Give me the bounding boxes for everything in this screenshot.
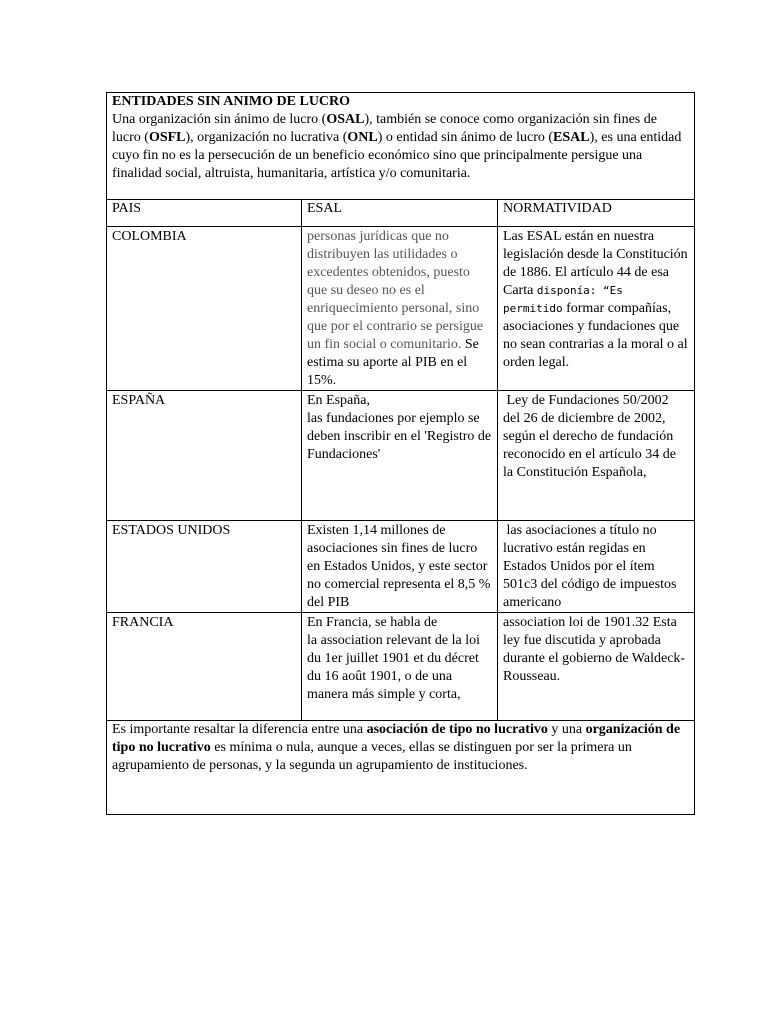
- norm-francia: association loi de 1901.32 Esta ley fue discutida y aprobada durante el gobierno de Waldeck-Rousseau.: [498, 613, 695, 721]
- header-row: [107, 200, 695, 227]
- table-row: [107, 391, 695, 521]
- norm-colombia-quote: disponía: “Es permitido: [503, 284, 623, 315]
- norm-espana: Ley de Fundaciones 50/2002 del 26 de diciembre de 2002, según el derecho de fundación reconocido en el artículo 34 de la Constitución Española,: [498, 391, 695, 521]
- country-espana: ESPAÑA: [107, 391, 302, 521]
- norm-colombia-a: Las ESAL están en nuestra legislación desde la Constitución de 1886. El artículo 44 de esa Carta: [503, 229, 688, 298]
- header-esal: ESAL: [302, 200, 498, 227]
- country-francia: FRANCIA: [107, 613, 302, 721]
- intro-cell: [107, 93, 695, 200]
- esal-estados-unidos: Existen 1,14 millones de asociaciones sin fines de lucro en Estados Unidos, y este sector no comercial representa el 8,5 % del PIB: [302, 521, 498, 613]
- esal-colombia-rest: Se estima su aporte al PIB en el 15%.: [307, 337, 479, 388]
- header-pais: PAIS: [107, 200, 302, 227]
- intro-text-1: Una organización sin ánimo de lucro (: [112, 112, 327, 127]
- table-row: [107, 227, 695, 391]
- intro-onl: ONL: [347, 130, 378, 145]
- document-title: ENTIDADES SIN ANIMO DE LUCRO: [112, 94, 351, 109]
- closing-text-3: es mínima o nula, aunque a veces, ellas se distinguen por ser la primera un agrupamiento de personas, y la segunda un agrupamiento de instituciones.: [112, 740, 632, 773]
- norm-estados-unidos: las asociaciones a título no lucrativo están regidas en Estados Unidos por el ítem 501c3 del código de impuestos americano: [498, 521, 695, 613]
- table-row: [107, 521, 695, 613]
- table-row: [107, 613, 695, 721]
- esal-colombia: [302, 227, 498, 391]
- country-estados-unidos: ESTADOS UNIDOS: [107, 521, 302, 613]
- esal-espana-line-1: En España,: [307, 393, 370, 408]
- intro-row: [107, 93, 695, 200]
- esal-espana: [302, 391, 498, 521]
- closing-row: [107, 721, 695, 815]
- intro-osal: OSAL: [326, 112, 365, 127]
- intro-text-4: ) o entidad sin ánimo de lucro (: [377, 130, 554, 145]
- document-table: [106, 92, 695, 815]
- header-normatividad: NORMATIVIDAD: [498, 200, 695, 227]
- closing-text-2: y una: [547, 722, 586, 737]
- country-colombia: COLOMBIA: [107, 227, 302, 391]
- intro-paragraph: [112, 111, 689, 183]
- norm-colombia: [498, 227, 695, 391]
- closing-cell: [107, 721, 695, 815]
- intro-text-2: ), también se conoce como organización sin fines de lucro (: [112, 112, 657, 145]
- closing-text-1: Es importante resaltar la diferencia entre una: [112, 722, 367, 737]
- esal-espana-line-2: las fundaciones por ejemplo se deben inscribir en el 'Registro de Fundaciones': [307, 411, 492, 462]
- esal-francia-line-1: En Francia, se habla de: [307, 615, 438, 630]
- intro-osfl: OSFL: [148, 130, 186, 145]
- closing-bold-1: asociación de tipo no lucrativo: [366, 722, 548, 737]
- esal-colombia-gray: personas jurídicas que no distribuyen las utilidades o excedentes obtenidos, puesto que su deseo no es el enriquecimiento personal, sino que por el contrario se persigue un fin social o comunitario.: [307, 229, 484, 352]
- intro-esal: ESAL: [553, 130, 590, 145]
- esal-francia-line-2: la association relevant de la loi du 1er juillet 1901 et du décret du 16 août 1901, o de una manera más simple y corta,: [307, 633, 480, 702]
- closing-bold-2: organización de tipo no lucrativo: [112, 722, 681, 755]
- norm-colombia-b: formar compañías, asociaciones y fundaciones que no sean contrarias a la moral o al orden legal.: [503, 301, 688, 370]
- esal-francia: [302, 613, 498, 721]
- intro-text-5: ), es una entidad cuyo fin no es la persecución de un beneficio económico sino que principalmente persigue una finalidad social, altruista, humanitaria, artística y/o comunitaria.: [112, 130, 682, 181]
- intro-text-3: ), organización no lucrativa (: [185, 130, 348, 145]
